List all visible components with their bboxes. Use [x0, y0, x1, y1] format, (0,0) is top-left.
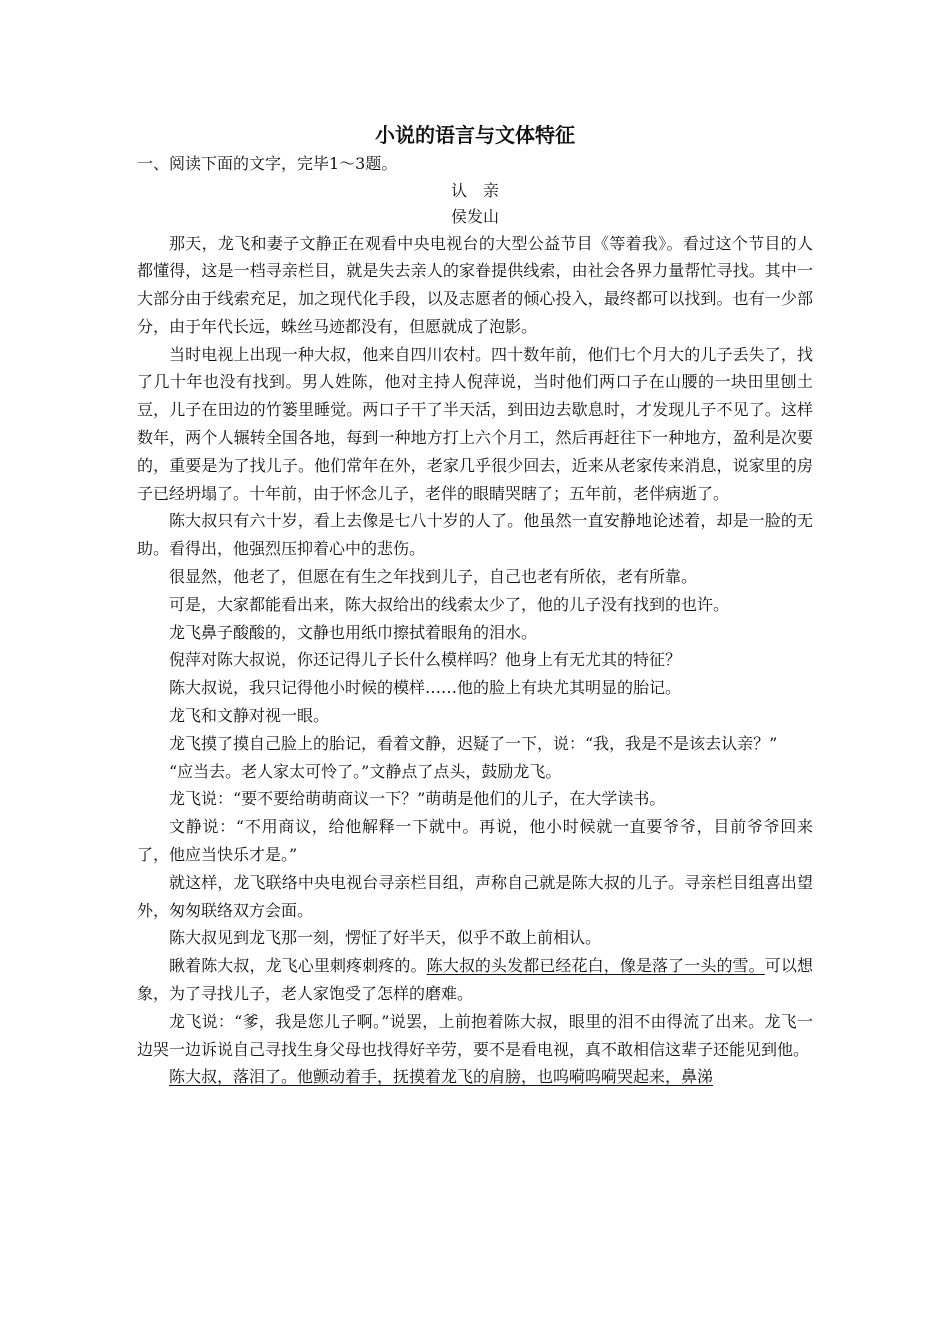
- paragraph-17: 龙飞说：“爹，我是您儿子啊。”说罢，上前抱着陈大叔，眼里的泪不由得流了出来。龙飞一边哭一边诉说自己寻找生身父母也找得好辛劳，要不是看电视，真不敢相信这辈子还能见到他。: [137, 1011, 813, 1059]
- underlined-sentence-2: 陈大叔，落泪了。他颤动着手，抚摸着龙飞的肩膀，也呜嗬呜嗬哭起来，鼻涕: [169, 1067, 714, 1087]
- paragraph-3: 陈大叔只有六十岁，看上去像是七八十岁的人了。他虽然一直安静地论述着，却是一脸的无助。看得出，他强烈压抑着心中的悲伤。: [137, 511, 813, 559]
- paragraph-18: [137, 1063, 813, 1091]
- underlined-sentence-1: 陈大叔的头发都已经花白，像是落了一头的雪。: [426, 956, 765, 976]
- paragraph-12: 龙飞说：“要不要给萌萌商议一下？”萌萌是他们的儿子，在大学读书。: [169, 789, 666, 809]
- paragraph-16: [137, 952, 813, 1008]
- paragraph-15: 陈大叔见到龙飞那一刻，愣怔了好半天，似乎不敢上前相认。: [169, 928, 602, 948]
- paragraph-2: 当时电视上出现一种大叔，他来自四川农村。四十数年前，他们七个月大的儿子丢失了，找了几十年也没有找到。男人姓陈，他对主持人倪萍说，当时他们两口子在山腰的一块田里刨土豆，儿子在田边的竹篓里睡觉。两口子干了半天活，到田边去歇息时，才发现儿子不见了。这样数年，两个人辗转全国各地，每到一种地方打上六个月工，然后再赶往下一种地方，盈利是次要的，重要是为了找儿子。他们常年在外，老家几乎很少回去，近来从老家传来消息，说家里的房子已经坍塌了。十年前，由于怀念儿子，老伴的眼睛哭瞎了；五年前，老伴病逝了。: [137, 344, 813, 503]
- page-title: 小说的语言与文体特征: [375, 123, 575, 147]
- paragraph-14: 就这样，龙飞联络中央电视台寻亲栏目组，声称自己就是陈大叔的儿子。寻亲栏目组喜出望外，匆匆联络双方会面。: [137, 872, 813, 920]
- paragraph-11: “应当去。老人家太可怜了。”文静点了点头，鼓励龙飞。: [169, 761, 562, 781]
- story-author: 侯发山: [450, 206, 499, 226]
- paragraph-4: 很显然，他老了，但愿在有生之年找到儿子，自己也老有所依，老有所靠。: [169, 567, 698, 587]
- paragraph-10: 龙飞摸了摸自己脸上的胎记，看着文静，迟疑了一下，说：“我，我是不是该去认亲？”: [169, 733, 778, 753]
- paragraph-9: 龙飞和文静对视一眼。: [169, 706, 330, 726]
- paragraph-5: 可是，大家都能看出来，陈大叔给出的线索太少了，他的儿子没有找到的也许。: [169, 594, 730, 614]
- paragraph-8: 陈大叔说，我只记得他小时候的模样……他的脸上有块尤其明显的胎记。: [169, 678, 682, 698]
- paragraph-7: 倪萍对陈大叔说，你还记得儿子长什么模样吗？他身上有无尤其的特征？: [169, 650, 682, 670]
- story-title: 认 亲: [450, 180, 499, 200]
- paragraph-16-text-end: 可以想象，为了寻找儿子，老人家饱受了怎样的磨难。: [137, 956, 813, 1004]
- paragraph-13: 文静说：“不用商议，给他解释一下就中。再说，他小时候就一直要爷爷，目前爷爷回来了，他应当快乐才是。”: [137, 817, 813, 865]
- document-page: [137, 120, 813, 1091]
- paragraph-1: 那天，龙飞和妻子文静正在观看中央电视台的大型公益节目《等着我》。看过这个节目的人都懂得，这是一档寻亲栏目，就是失去亲人的家眷提供线索，由社会各界力量帮忙寻找。其中一大部分由于线索充足，加之现代化手段，以及志愿者的倾心投入，最终都可以找到。也有一少部分，由于年代长远，蛛丝马迹都没有，但愿就成了泡影。: [137, 233, 813, 336]
- paragraph-16-text-start: 瞅着陈大叔，龙飞心里刺疼刺疼的。: [169, 956, 427, 976]
- paragraph-6: 龙飞鼻子酸酸的，文静也用纸巾擦拭着眼角的泪水。: [169, 622, 538, 642]
- question-instruction: 一、阅读下面的文字，完毕1～3题。: [137, 154, 398, 173]
